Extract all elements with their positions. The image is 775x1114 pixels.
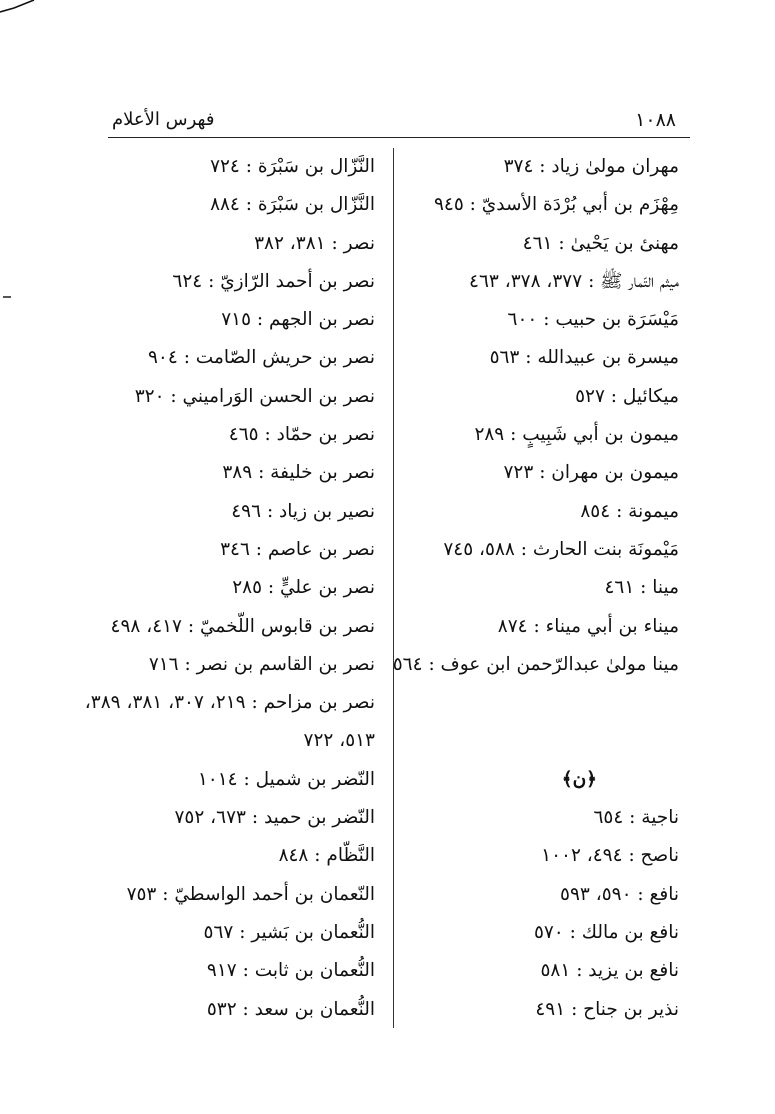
index-entry: نصير بن زياد : ٤٩٦ (231, 500, 375, 522)
index-entry: النّعمان بن أحمد الواسطيّ : ٧٥٣ (126, 883, 375, 905)
index-entry: نصر بن قابوس اللّخميّ : ٤١٧، ٤٩٨ (110, 615, 375, 637)
index-entry: ميكائيل : ٥٢٧ (575, 385, 679, 407)
index-entry: النُّعمان بن سعد : ٥٣٢ (206, 998, 375, 1020)
index-entry: مَيْمونَة بنت الحارث : ٥٨٨، ٧٤٥ (443, 538, 679, 560)
index-entry: ناجية : ٦٥٤ (593, 807, 679, 829)
index-entry: نصر بن حمّاد : ٤٦٥ (228, 424, 375, 446)
index-entry: النَّزّال بن سَبْرَة : ٨٨٤ (210, 194, 375, 216)
section-gap (389, 684, 679, 761)
index-entry: نذير بن جناح : ٤٩١ (535, 998, 679, 1020)
index-entry: نافع بن مالك : ٥٧٠ (533, 921, 679, 943)
index-entry: ميمون بن مهران : ٧٢٣ (503, 462, 679, 484)
section-heading: ﴿ن﴾ (561, 768, 597, 790)
page-title: فهرس الأعلام (112, 109, 215, 130)
index-entry: النَّظّام : ٨٤٨ (278, 845, 375, 867)
index-entry: مينا : ٤٦١ (604, 577, 679, 599)
index-entry: مَيْسَرَة بن حبيب : ٦٠٠ (507, 309, 679, 331)
index-entry: ناصح : ٤٩٤، ١٠٠٢ (541, 845, 679, 867)
index-column-left (75, 148, 375, 1029)
index-entry: نصر بن عليٍّ : ٢٨٥ (232, 577, 375, 599)
index-entry: ميمونة : ٨٥٤ (580, 500, 679, 522)
index-entry: مِهْزَم بن أبي بُرْدَة الأسديّ : ٩٤٥ (433, 194, 679, 216)
index-entry: النُّعمان بن ثابت : ٩١٧ (206, 960, 375, 982)
index-entry: نصر بن حريش الصّامت : ٩٠٤ (148, 347, 375, 369)
page-number: ١٠٨٨ (635, 109, 676, 131)
index-entry: نصر بن عاصم : ٣٤٦ (220, 538, 375, 560)
index-entry: نصر بن القاسم بن نصر : ٧١٦ (148, 653, 375, 675)
page-header (108, 103, 690, 138)
index-entry: نافع بن يزيد : ٥٨١ (540, 960, 679, 982)
index-entry: نافع : ٥٩٠، ٥٩٣ (560, 883, 679, 905)
index-entry: ميناء بن أبي ميناء : ٨٧٤ (497, 615, 679, 637)
index-entry: نصر : ٣٨١، ٣٨٢ (254, 232, 375, 254)
index-entry: النُّعمان بن بَشير : ٥٦٧ (203, 921, 375, 943)
index-entry: النَّزّال بن سَبْرَة : ٧٢٤ (210, 156, 375, 177)
corner-scan-mark (0, 0, 40, 20)
index-entry: النّضر بن شميل : ١٠١٤ (197, 768, 375, 790)
index-entry: ميثم التّمار ﷺ : ٣٧٧، ٣٧٨، ٤٦٣ (469, 270, 679, 292)
index-entry: ميسرة بن عبيدالله : ٥٦٣ (489, 347, 679, 369)
index-entry: النّضر بن حميد : ٦٧٣، ٧٥٢ (174, 807, 375, 829)
index-entry: نصر بن أحمد الرّازيّ : ٦٢٤ (172, 270, 375, 292)
index-column-right (389, 148, 679, 1029)
index-entry: نصر بن الحسن الوَراميني : ٣٢٠ (134, 385, 375, 407)
scan-artifact (3, 296, 11, 298)
index-entry: نصر بن مزاحم : ٢١٩، ٣٠٧، ٣٨١، ٣٨٩، ٥١٣، ٧٢٢ (84, 692, 375, 752)
index-entry: مهران مولىٰ زياد : ٣٧٤ (503, 156, 679, 177)
index-entry: مهنىٔ بن يَحْيىٰ : ٤٦١ (522, 232, 679, 254)
index-entry: مينا مولىٰ عبدالرّحمن ابن عوف : ٥٦٤ (392, 653, 679, 675)
index-entry: نصر بن الجهم : ٧١٥ (221, 309, 375, 331)
index-entry: ميمون بن أبي شَبِيبٍ : ٢٨٩ (474, 424, 679, 446)
index-entry: نصر بن خليفة : ٣٨٩ (222, 462, 375, 484)
